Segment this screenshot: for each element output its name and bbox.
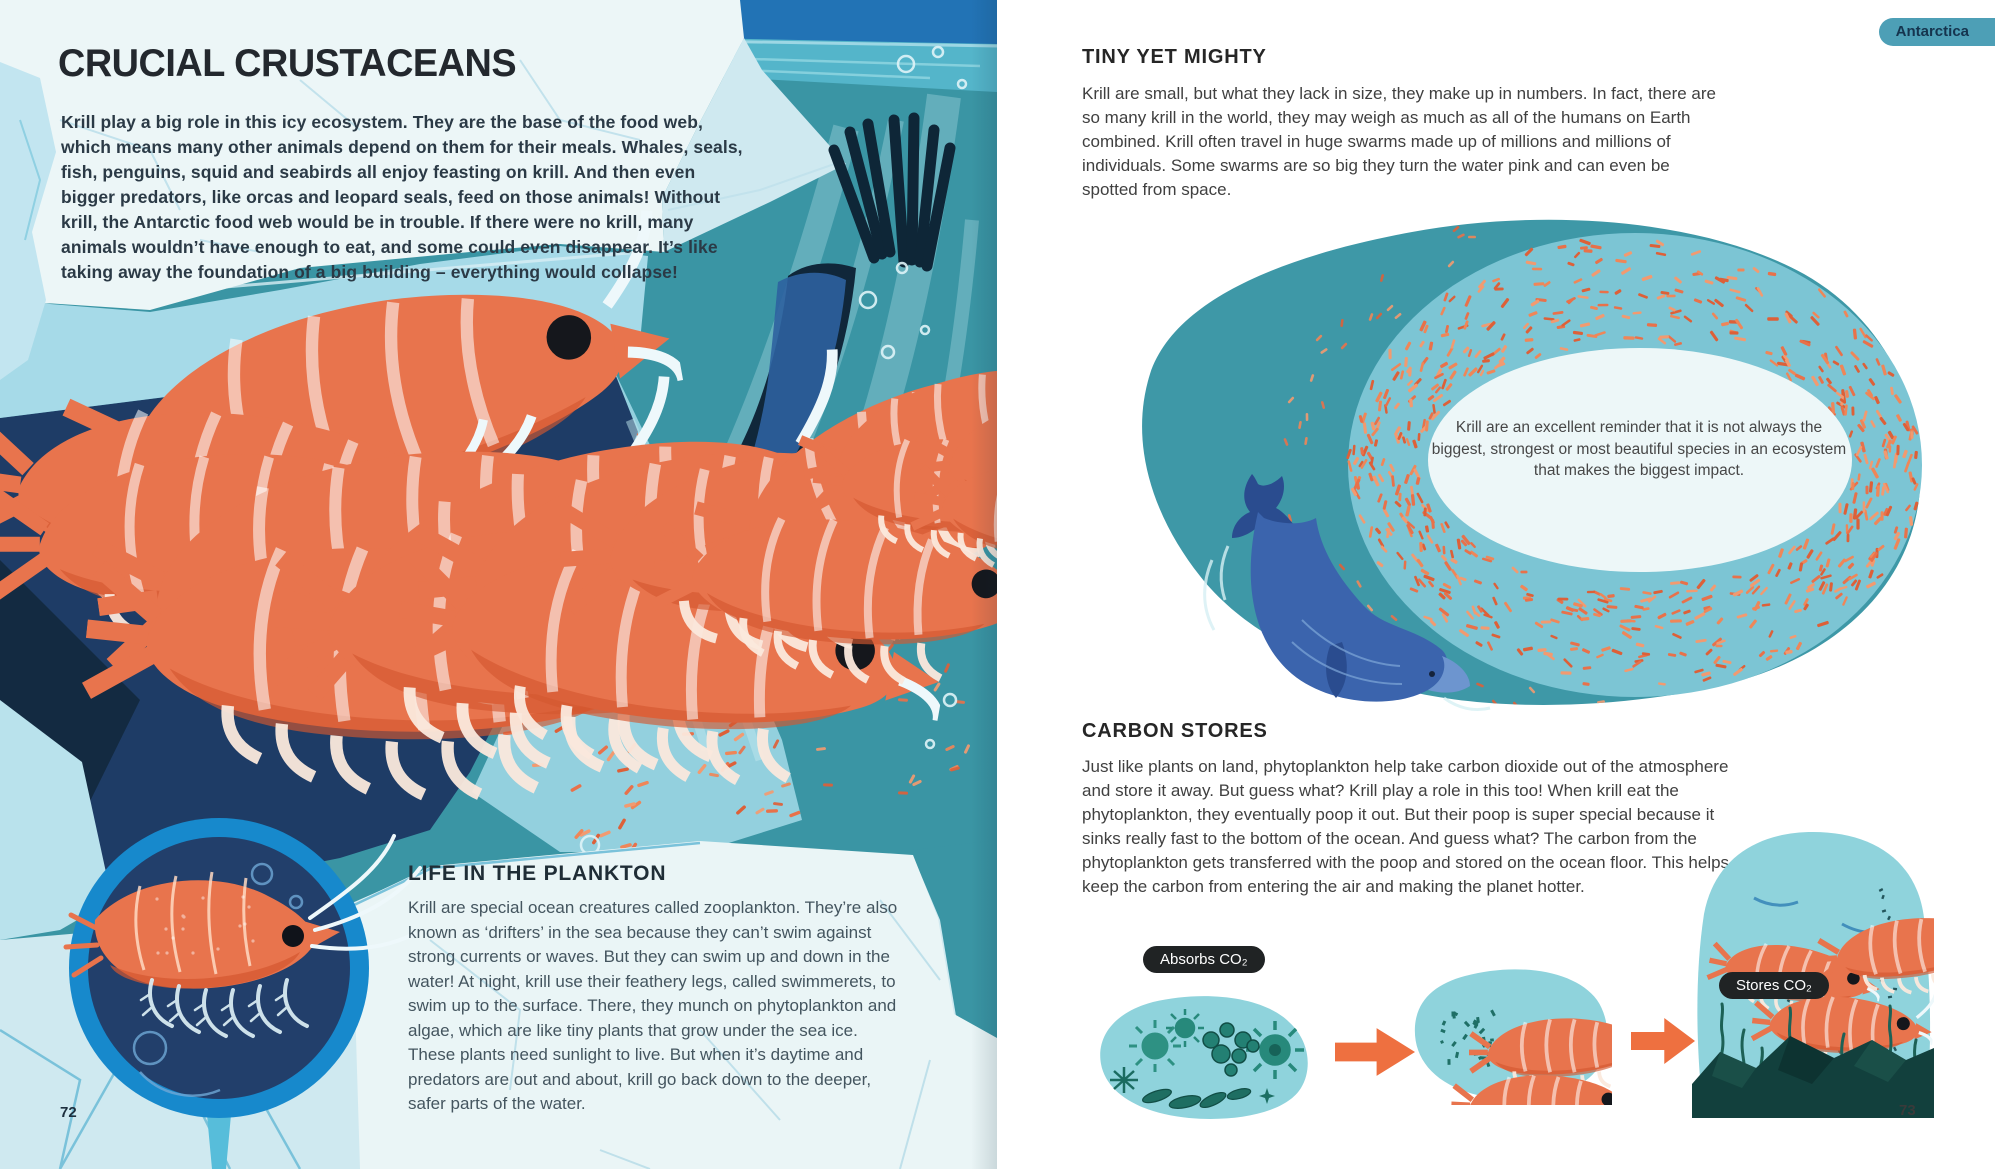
page-number-right: 73: [1899, 1102, 1916, 1119]
arrow-right-icon: [1631, 1016, 1695, 1066]
left-page: [0, 0, 997, 1169]
arrow-right-icon: [1335, 1026, 1415, 1078]
right-page: [997, 0, 1995, 1169]
phytoplankton-diagram: [1093, 988, 1313, 1123]
callout-text: Krill are an excellent reminder that it is not always the biggest, strongest or most beautiful species in an ecosystem that makes the biggest impact.: [1431, 419, 1847, 479]
intro-paragraph: Krill play a big role in this icy ecosystem. They are the base of the food web, which means many other animals depend on them for their meals. Whales, seals, fish, penguins, squid and seabirds all enjoy feasting on krill. And then even bigger predators, like orcas and leopard seals, feed on those animals! Without krill, the Antarctic food web would be in trouble. If there were no krill, many animals wouldn’t have enough to eat, and some could even disappear. It’s like taking away the foundation of a big building – everything would collapse!: [61, 112, 743, 282]
plankton-paragraph: Krill are special ocean creatures called zooplankton. They’re also known as ‘drifters’ in the sea because they can’t swim against strong currents or waves. But they can swim up and down in the water! At night, krill use their feathery legs, called swimmerets, to swim up to the surface. There, they munch on phytoplankton and algae, which are like tiny plants that grow under the sea ice. These plants need sunlight to live. But when it’s daytime and predators are out and about, krill go back down to the deeper, safer parts of the water.: [408, 898, 898, 1113]
absorbs-co2-label: Absorbs CO₂: [1143, 946, 1265, 973]
chapter-tab: Antarctica: [1879, 18, 1995, 46]
tiny-heading: TINY YET MIGHTY: [1082, 46, 1267, 68]
stores-co2-label: Stores CO₂: [1719, 972, 1829, 999]
tiny-paragraph: Krill are small, but what they lack in size, they make up in numbers. In fact, there are so many krill in the world, they may weigh as much as all of the humans on Earth combined. Krill often travel in huge swarms made up of millions and millions of individuals. Some swarms are so big they turn the water pink and can even be spotted from space.: [1082, 84, 1717, 199]
krill-eating-diagram: [1407, 960, 1612, 1105]
carbon-paragraph: Just like plants on land, phytoplankton help take carbon dioxide out of the atmosphere and store it away. But guess what? Krill play a role in this too! When krill eat the phytoplankton, they eventually poop it out. But their poop is super special because it sinks really fast to the bottom of the ocean. And guess what? The carbon from the phytoplankton gets transferred with the poop and stored on the ocean floor. This helps keep the carbon from entering the air and making the planet hotter.: [1082, 757, 1730, 896]
page-title: CRUCIAL CRUSTACEANS: [58, 42, 517, 85]
page-number-left: 72: [60, 1104, 77, 1121]
carbon-heading: CARBON STORES: [1082, 720, 1268, 742]
plankton-heading: LIFE IN THE PLANKTON: [408, 862, 667, 885]
